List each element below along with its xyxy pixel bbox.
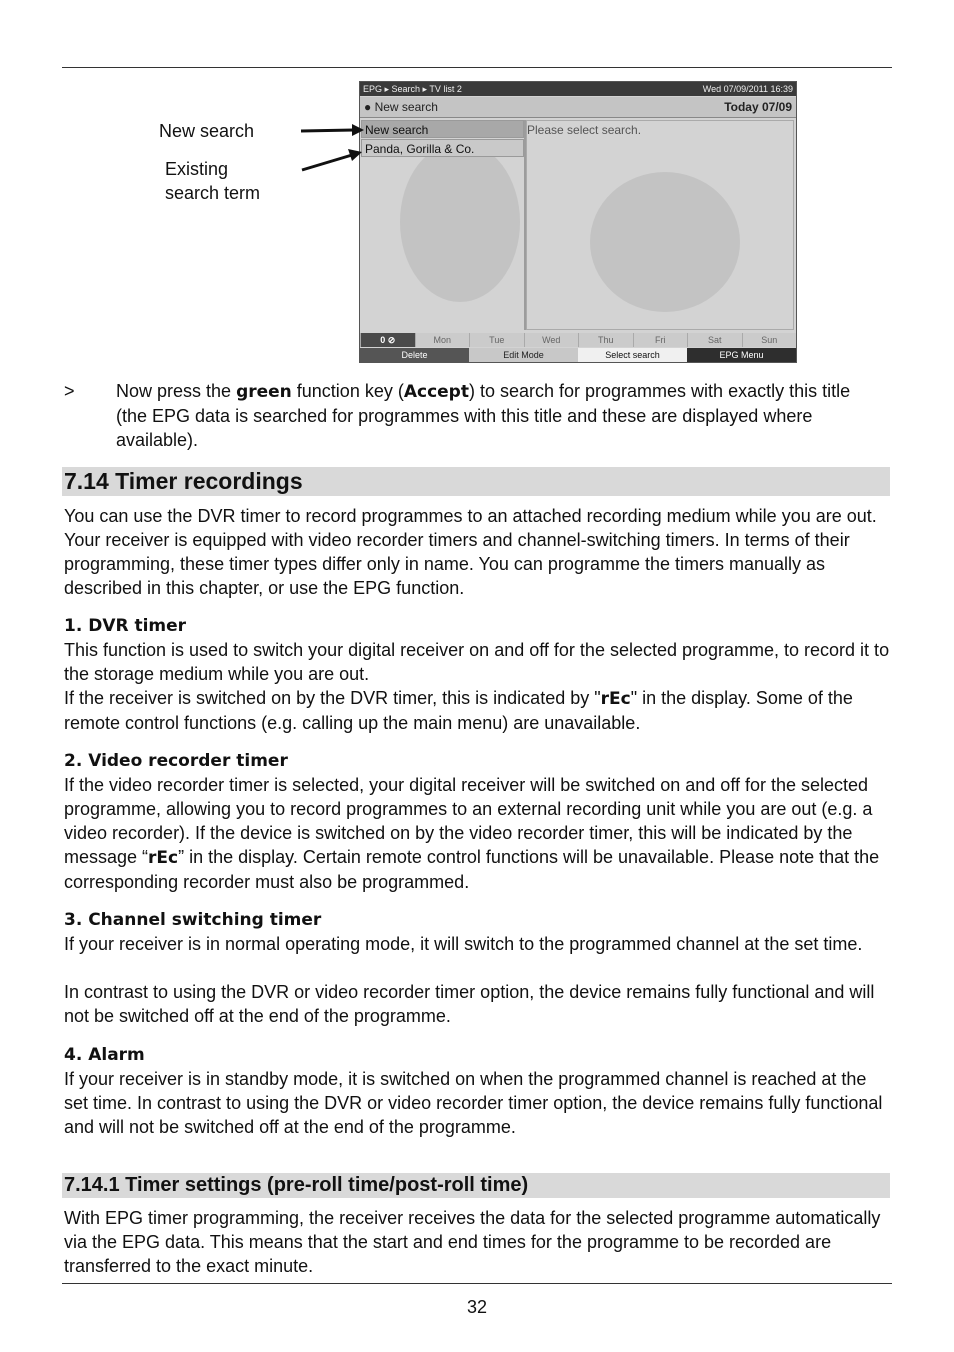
callout-existing-line1: Existing [165,159,229,179]
day-thu[interactable]: Thu [578,333,633,347]
callout-new-search: New search [159,121,255,141]
subsection-heading: 7.14.1 Timer settings (pre-roll time/post-roll time) [62,1173,890,1198]
panel-message: Please select search. [527,123,642,137]
datetime: Wed 07/09/2011 16:39 [702,84,793,94]
delete-key[interactable]: Delete [360,348,469,362]
timer-settings-text: With EPG timer programming, the receiver receives the data for the selected programme automatically via the EPG data. This means that the start and end times for the programme to be recorded are transferred to the exact minute. [64,1208,881,1276]
day-tue[interactable]: Tue [469,333,524,347]
footer-rule [62,1283,892,1284]
list-item-existing-term[interactable]: Panda, Gorilla & Co. [361,139,524,157]
callout-existing-line2: search term [165,183,261,203]
channel-switching-p2: In contrast to using the DVR or video recorder timer option, the device remains fully functional and will not be switched off at the end of the programme. [64,982,875,1026]
section-intro: You can use the DVR timer to record programmes to an attached recording medium while you are out. Your receiver is equipped with video recorder timers and channel-switching timers. In terms of their programming, these timer types differ only in name. You can programme the timers manually as described in this chapter, or use the EPG function. [64,506,877,598]
arrow-icon [302,149,362,170]
header-date: Today 07/09 [724,100,792,114]
breadcrumb: EPG ▸ Search ▸ TV list 2 [363,84,462,94]
day-today[interactable]: 0 ⊘ [360,333,415,347]
day-mon[interactable]: Mon [415,333,470,347]
result-panel [526,120,794,330]
page-number: 32 [466,1297,488,1317]
bullet-marker: > [64,381,75,401]
channel-switching-heading: 3. Channel switching timer [64,910,322,930]
day-sun[interactable]: Sun [742,333,797,347]
day-fri[interactable]: Fri [633,333,688,347]
channel-switching-p1: If your receiver is in normal operating mode, it will switch to the programmed channel at the set time. [64,934,863,954]
day-wed[interactable]: Wed [524,333,579,347]
bullet-text: Now press the green function key (Accept) to search for programmes with exactly this title (the EPG data is searched for programmes with this title and these are displayed where available). [116,381,851,450]
header-rule [62,67,892,68]
alarm-heading: 4. Alarm [64,1045,145,1065]
select-search-key[interactable]: Select search [578,348,687,362]
day-sat[interactable]: Sat [687,333,742,347]
section-heading: 7.14 Timer recordings [62,467,890,496]
dvr-timer-p1: This function is used to switch your digital receiver on and off for the selected programme, to record it to the storage medium while you are out. [64,640,890,684]
tv-header [360,97,796,118]
search-list [361,120,526,330]
edit-mode-key[interactable]: Edit Mode [469,348,578,362]
list-item-new-search[interactable]: New search [361,120,524,138]
video-recorder-heading: 2. Video recorder timer [64,751,288,771]
dvr-timer-p2: If the receiver is switched on by the DVR timer, this is indicated by "rEc" in the display. Some of the remote control functions (e.g. calling up the main menu) are unavailable. [64,688,853,733]
tv-top-bar [360,82,796,96]
video-recorder-text: If the video recorder timer is selected, your digital receiver will be switched on and off for the selected programme, allowing you to record programmes to an external recording unit while you are out (e.g. a video recorder). If the device is switched on by the video recorder timer, this will be indicated by the message “rEc” in the display. Certain remote control functions will be unavailable. Please note that the corresponding recorder must also be programmed. [64,775,880,892]
callout-arrows [298,115,368,175]
epg-search-screenshot [359,81,797,363]
alarm-text: If your receiver is in standby mode, it is switched on when the programmed channel is reached at the set time. In contrast to using the DVR or video recorder timer option, the device remains fully functional and will not be switched off at the end of the programme. [64,1069,883,1137]
header-left-label: ● New search [364,100,438,114]
arrow-icon [301,124,364,136]
epg-menu-key[interactable]: EPG Menu [687,348,796,362]
day-bar [360,333,796,347]
dvr-timer-heading: 1. DVR timer [64,616,187,636]
color-key-bar [360,348,796,362]
